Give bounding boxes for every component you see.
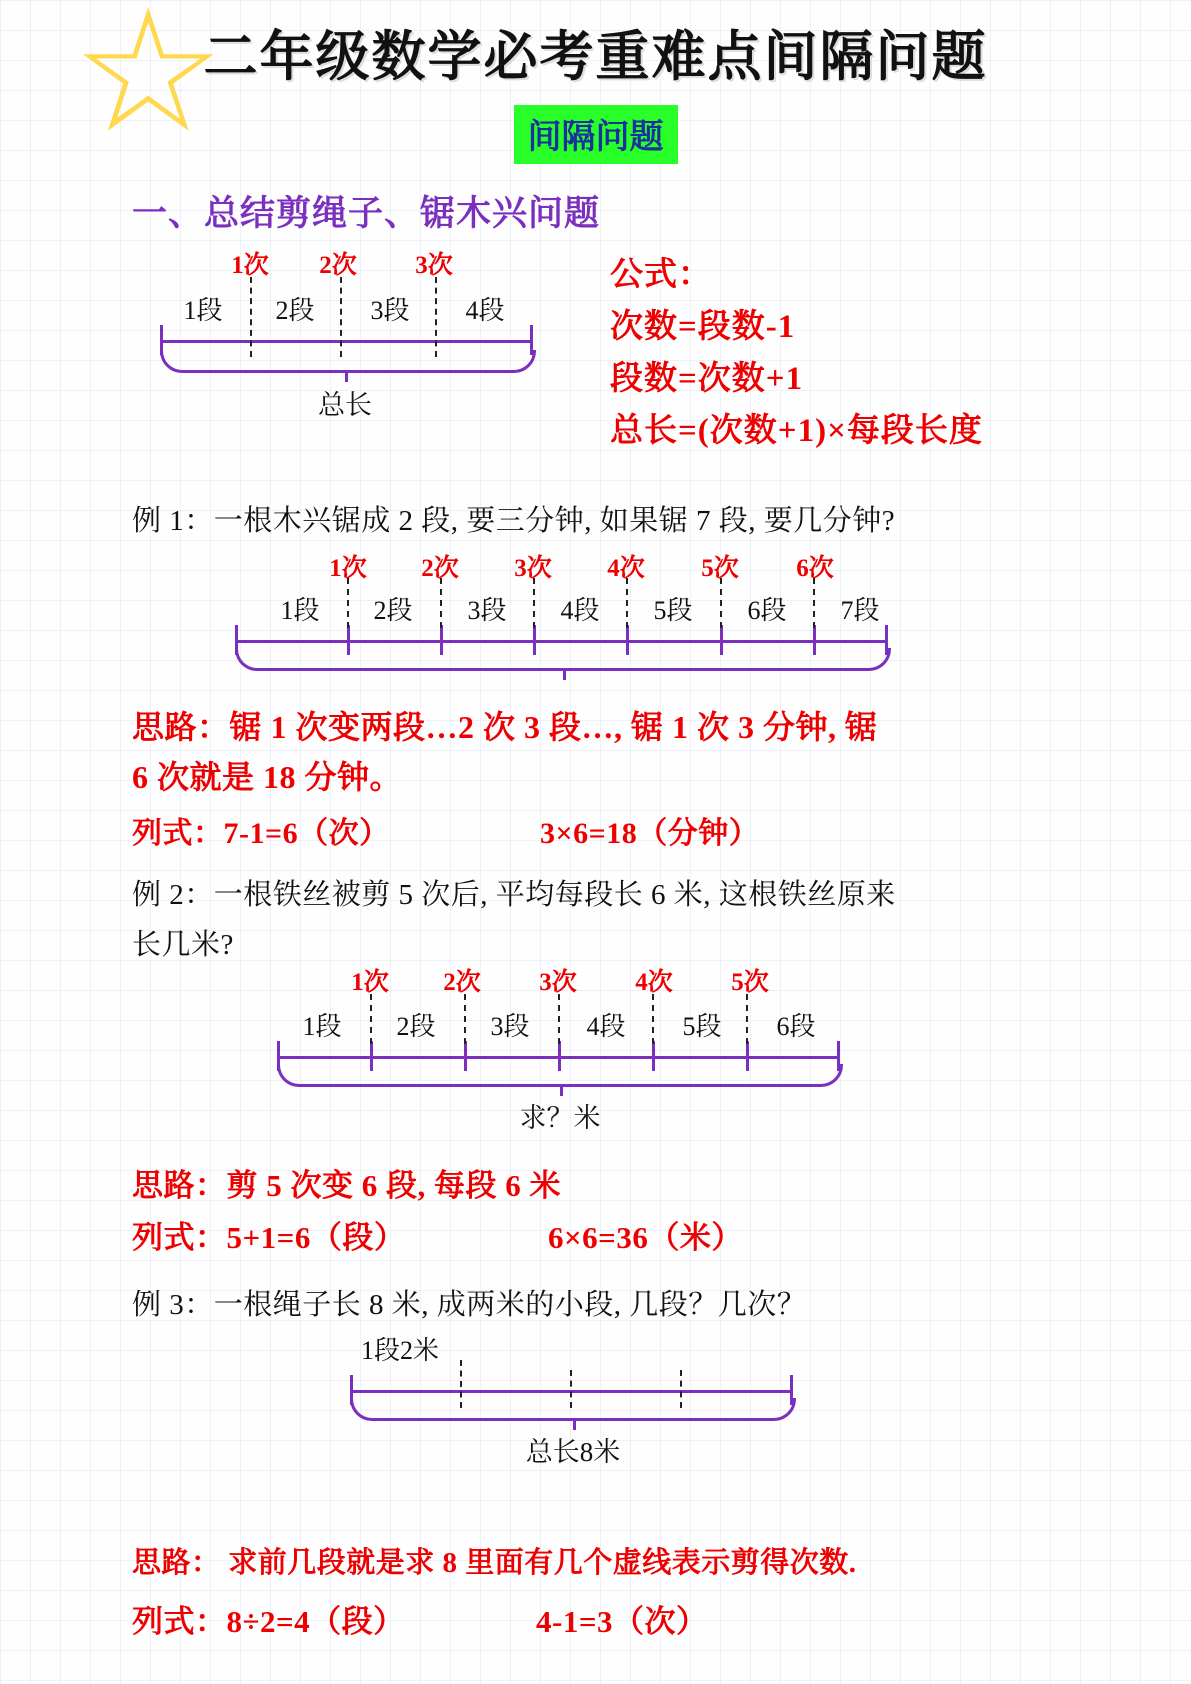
cut-mark — [533, 578, 535, 628]
formula-title: 公式： — [610, 257, 712, 293]
segment-label: 2段 — [396, 1012, 436, 1041]
cut-mark — [440, 578, 442, 628]
total-brace-pointer — [345, 370, 348, 382]
example2-question-line1: 例 2：一根铁丝被剪 5 次后, 平均每段长 6 米, 这根铁丝原来 — [132, 879, 896, 911]
cut-label: 1次 — [351, 969, 389, 996]
cut-label: 2次 — [319, 252, 357, 279]
segment-label: 6段 — [776, 1012, 816, 1041]
diagram-example3 — [345, 1330, 815, 1470]
cut-label: 5次 — [701, 555, 739, 582]
segment-label: 1段 — [280, 596, 320, 625]
diagram-baseline — [277, 1056, 837, 1059]
formula-line: 段数=次数+1 — [610, 361, 804, 397]
example2-expression-right: 6×6=36（米） — [548, 1220, 743, 1255]
cut-mark — [340, 277, 342, 357]
cut-mark — [435, 277, 437, 357]
cut-label: 3次 — [539, 969, 577, 996]
segment-label: 3段 — [467, 596, 507, 625]
example3-expression-right: 4-1=3（次） — [536, 1604, 708, 1639]
example1-expression-right: 3×6=18（分钟） — [540, 817, 760, 850]
segment-length-label: 1段2米 — [360, 1336, 440, 1365]
example2-question-line2: 长几米? — [132, 929, 234, 961]
cut-mark — [464, 994, 466, 1044]
cut-mark — [626, 578, 628, 628]
total-length-label: 总长 — [318, 390, 372, 420]
total-brace-pointer — [573, 1418, 576, 1430]
example2-expression-left: 列式：5+1=6（段） — [132, 1220, 406, 1255]
diagram-example2 — [272, 962, 892, 1133]
segment-label: 5段 — [653, 596, 693, 625]
diagram-section1 — [150, 245, 550, 425]
cut-mark — [347, 578, 349, 628]
example3-idea: 思路： 求前几段就是求 8 里面有几个虚线表示剪得次数. — [132, 1547, 857, 1579]
segment-label: 4段 — [560, 596, 600, 625]
cut-mark — [250, 277, 252, 357]
total-brace-pointer — [563, 668, 566, 680]
segment-label: 4段 — [586, 1012, 626, 1041]
cut-label: 4次 — [607, 555, 645, 582]
cut-mark — [370, 994, 372, 1044]
segment-label: 3段 — [370, 296, 410, 325]
diagram-example1 — [230, 548, 930, 688]
cut-label: 2次 — [443, 969, 481, 996]
cut-mark — [652, 994, 654, 1044]
segment-label: 1段 — [302, 1012, 342, 1041]
cut-label: 5次 — [731, 969, 769, 996]
page-title: 二年级数学必考重难点间隔问题 — [203, 27, 988, 87]
example3-expression-left: 列式：8÷2=4（段） — [132, 1604, 405, 1639]
segment-label: 4段 — [465, 296, 505, 325]
star-icon: ☆ — [72, 0, 225, 167]
total-brace-pointer — [560, 1084, 563, 1096]
segment-label: 3段 — [490, 1012, 530, 1041]
diagram-baseline — [235, 640, 885, 643]
segment-label: 7段 — [840, 596, 880, 625]
cut-label: 1次 — [329, 555, 367, 582]
segment-label: 2段 — [275, 296, 315, 325]
cut-label: 4次 — [635, 969, 673, 996]
example1-question: 例 1：一根木兴锯成 2 段, 要三分钟, 如果锯 7 段, 要几分钟? — [132, 505, 896, 537]
section-heading: 一、总结剪绳子、锯木兴问题 — [132, 194, 601, 233]
subtitle-container — [0, 105, 1191, 164]
cut-mark — [720, 578, 722, 628]
formula-line: 次数=段数-1 — [610, 309, 796, 345]
segment-label: 6段 — [747, 596, 787, 625]
example3-question: 例 3：一根绳子长 8 米, 成两米的小段, 几段？几次？ — [132, 1289, 807, 1321]
example2-idea: 思路：剪 5 次变 6 段, 每段 6 米 — [132, 1168, 561, 1203]
cut-mark — [813, 578, 815, 628]
cut-label: 3次 — [514, 555, 552, 582]
total-brace — [160, 350, 536, 373]
total-length-label: 总长8米 — [525, 1437, 621, 1467]
segment-label: 5段 — [682, 1012, 722, 1041]
cut-label: 1次 — [231, 252, 269, 279]
cut-mark — [558, 994, 560, 1044]
example1-expression-left: 列式：7-1=6（次） — [132, 817, 390, 850]
cut-mark — [746, 994, 748, 1044]
segment-label: 1段 — [183, 296, 223, 325]
subtitle-badge: 间隔问题 — [514, 105, 678, 164]
unknown-length-label: 求？米 — [519, 1103, 601, 1133]
diagram-baseline — [160, 340, 530, 343]
segment-label: 2段 — [373, 596, 413, 625]
cut-label: 6次 — [796, 555, 834, 582]
cut-label: 2次 — [421, 555, 459, 582]
example1-idea-line1: 思路：锯 1 次变两段…2 次 3 段…, 锯 1 次 3 分钟, 锯 — [132, 709, 878, 745]
formula-line: 总长=(次数+1)×每段长度 — [610, 413, 983, 449]
example1-idea-line2: 6 次就是 18 分钟。 — [132, 759, 403, 795]
cut-label: 3次 — [415, 252, 453, 279]
